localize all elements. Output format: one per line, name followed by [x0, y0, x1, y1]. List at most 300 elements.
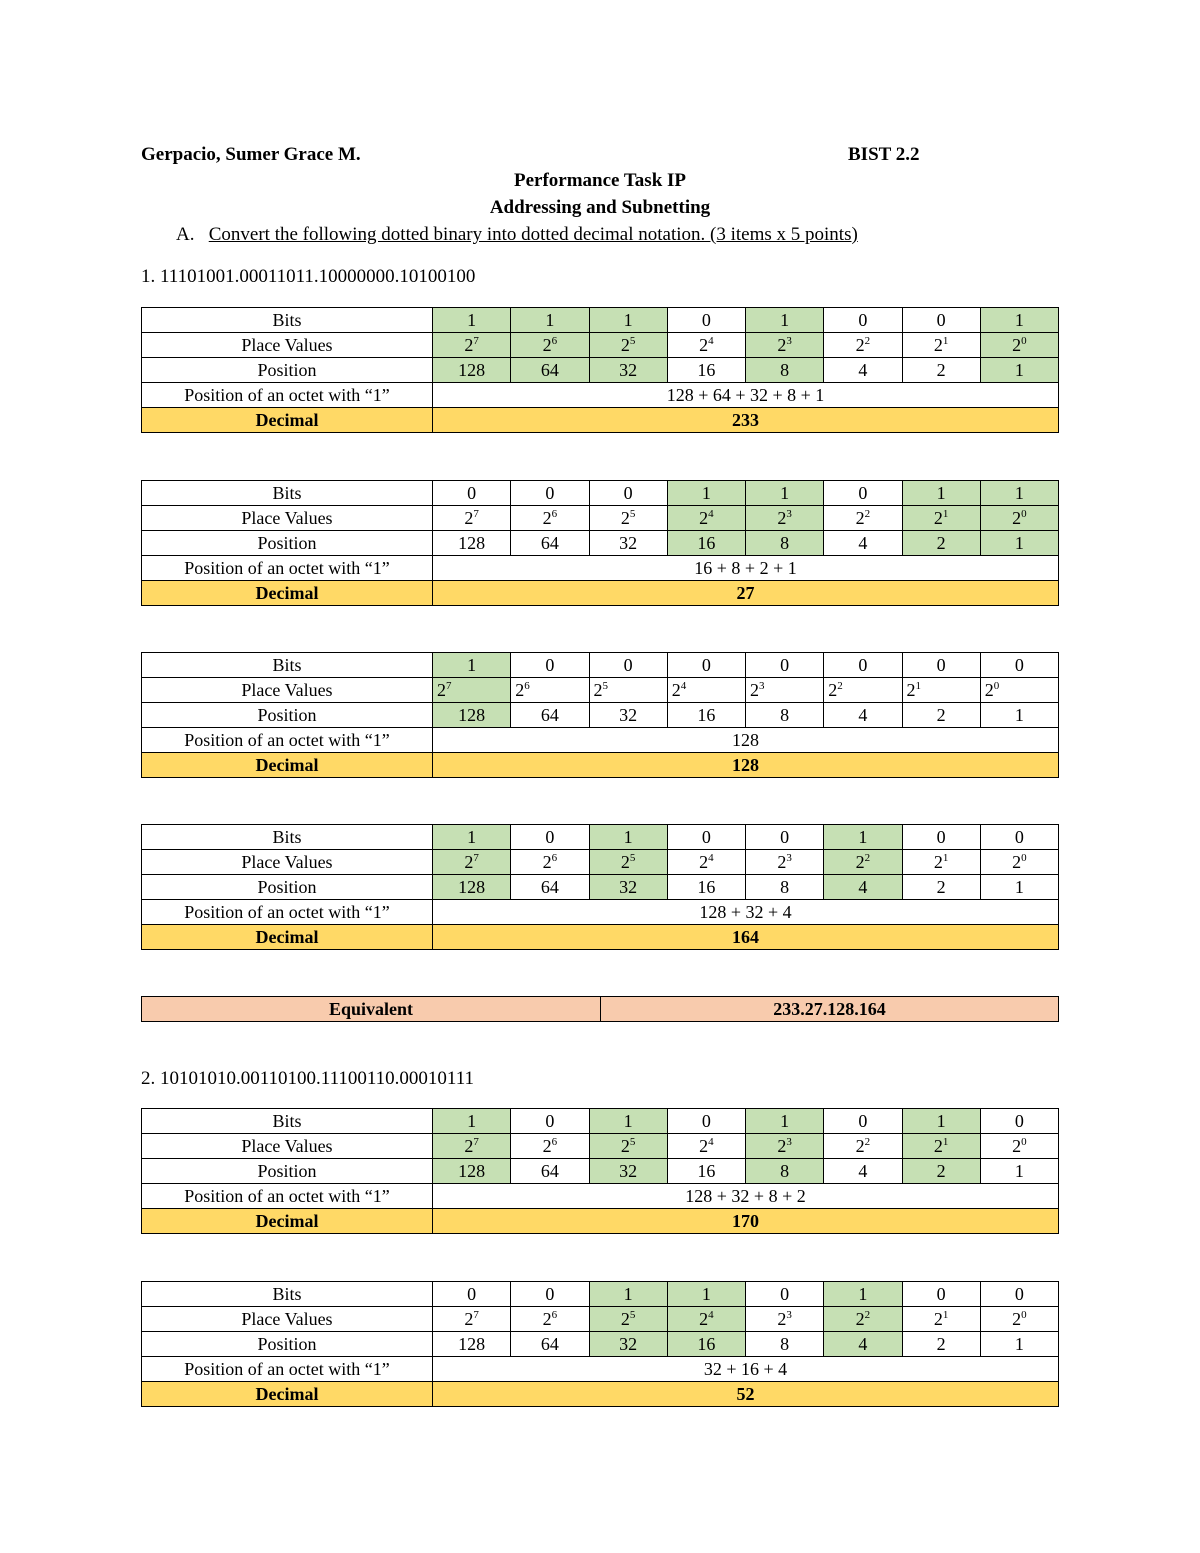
position-row — [142, 358, 1059, 383]
place-value-cell — [511, 678, 589, 703]
place-value-cell — [902, 506, 980, 531]
place-value-base: 2 — [699, 335, 709, 355]
decimal-row — [142, 925, 1059, 950]
place-value-cell — [667, 506, 745, 531]
place-value-exponent: 0 — [993, 680, 1000, 692]
place-value-exponent: 7 — [473, 335, 479, 347]
place-value-cell — [433, 678, 511, 703]
row-label: Position of an octet with “1” — [142, 383, 433, 408]
place-value-cell — [824, 850, 902, 875]
row-label: Position — [142, 1159, 433, 1184]
decimal-row — [142, 581, 1059, 606]
row-label: Bits — [142, 481, 433, 506]
bit-cell: 1 — [980, 481, 1058, 506]
place-value-base: 2 — [464, 335, 474, 355]
bit-cell: 0 — [980, 1109, 1058, 1134]
place-value-base: 2 — [1012, 1136, 1022, 1156]
row-label: Decimal — [142, 1382, 433, 1407]
place-value-exponent: 6 — [524, 680, 530, 692]
row-label: Decimal — [142, 925, 433, 950]
place-value-exponent: 1 — [942, 852, 949, 864]
octet-table — [141, 1281, 1059, 1407]
bit-cell: 0 — [667, 825, 745, 850]
place-value-base: 2 — [1012, 852, 1022, 872]
place-value-cell — [511, 333, 589, 358]
row-label: Place Values — [142, 678, 433, 703]
place-value-exponent: 3 — [786, 335, 792, 347]
sum-row — [142, 556, 1059, 581]
row-label: Decimal — [142, 1209, 433, 1234]
place-value-cell — [667, 1307, 745, 1332]
instruction — [176, 224, 858, 246]
bit-cell: 1 — [746, 481, 824, 506]
bit-cell: 0 — [746, 825, 824, 850]
bit-cell: 0 — [824, 481, 902, 506]
place-value-exponent: 5 — [629, 852, 636, 864]
place-value-exponent: 4 — [708, 1309, 714, 1321]
place-value-base: 2 — [464, 852, 474, 872]
bit-cell: 0 — [511, 653, 589, 678]
bit-cell: 0 — [433, 481, 511, 506]
bits-row — [142, 825, 1059, 850]
bit-cell: 1 — [433, 308, 511, 333]
place-value-cell — [589, 678, 667, 703]
place-values-row — [142, 678, 1059, 703]
bit-cell: 0 — [902, 653, 980, 678]
position-cell: 64 — [511, 1159, 589, 1184]
place-value-exponent: 1 — [942, 1136, 949, 1148]
page-subtitle: Addressing and Subnetting — [489, 197, 711, 218]
sum-row — [142, 900, 1059, 925]
place-value-exponent: 7 — [473, 852, 479, 864]
bits-row — [142, 481, 1059, 506]
place-value-base: 2 — [1012, 1309, 1022, 1329]
place-value-cell — [667, 333, 745, 358]
place-value-exponent: 2 — [864, 852, 871, 864]
sum-expression: 128 + 64 + 32 + 8 + 1 — [433, 383, 1059, 408]
bit-cell: 0 — [667, 653, 745, 678]
equivalent-table — [141, 996, 1059, 1022]
octet-table — [141, 1108, 1059, 1234]
place-value-exponent: 7 — [473, 1309, 479, 1321]
row-label: Place Values — [142, 1307, 433, 1332]
place-value-exponent: 0 — [1021, 508, 1027, 520]
equivalent-value: 233.27.128.164 — [601, 997, 1059, 1022]
bit-cell: 1 — [433, 653, 511, 678]
row-label: Place Values — [142, 506, 433, 531]
bit-cell: 0 — [511, 1109, 589, 1134]
sum-expression: 128 — [433, 728, 1059, 753]
place-value-base: 2 — [593, 680, 603, 700]
place-value-exponent: 2 — [864, 508, 871, 520]
position-cell: 64 — [511, 703, 589, 728]
place-value-base: 2 — [828, 680, 838, 700]
place-value-base: 2 — [933, 1136, 943, 1156]
sum-row — [142, 1184, 1059, 1209]
place-value-cell — [980, 506, 1058, 531]
place-value-cell — [433, 506, 511, 531]
position-cell: 16 — [667, 358, 745, 383]
place-value-base: 2 — [542, 1309, 552, 1329]
decimal-value: 128 — [433, 753, 1059, 778]
place-value-base: 2 — [906, 680, 916, 700]
place-value-exponent: 2 — [837, 680, 843, 692]
bit-cell: 1 — [824, 825, 902, 850]
place-value-cell — [746, 850, 824, 875]
place-value-cell — [980, 1134, 1058, 1159]
place-value-exponent: 7 — [473, 1136, 479, 1148]
row-label: Position of an octet with “1” — [142, 556, 433, 581]
place-value-cell — [667, 678, 745, 703]
octet-table — [141, 480, 1059, 606]
row-label: Decimal — [142, 408, 433, 433]
place-value-base: 2 — [699, 852, 709, 872]
sum-row — [142, 1357, 1059, 1382]
place-value-exponent: 5 — [629, 1309, 636, 1321]
place-value-cell — [433, 333, 511, 358]
place-value-cell — [824, 678, 902, 703]
decimal-value: 27 — [433, 581, 1059, 606]
bit-cell: 1 — [667, 481, 745, 506]
place-value-exponent: 4 — [680, 680, 687, 692]
decimal-row — [142, 1209, 1059, 1234]
place-value-base: 2 — [464, 1309, 474, 1329]
decimal-value: 164 — [433, 925, 1059, 950]
place-value-cell — [902, 333, 980, 358]
place-value-exponent: 1 — [942, 508, 949, 520]
place-value-base: 2 — [750, 680, 759, 700]
place-value-base: 2 — [777, 508, 787, 528]
place-value-cell — [824, 333, 902, 358]
position-row — [142, 531, 1059, 556]
place-value-base: 2 — [464, 508, 474, 528]
bit-cell: 0 — [589, 653, 667, 678]
position-cell: 8 — [746, 1332, 824, 1357]
place-value-base: 2 — [515, 680, 525, 700]
place-value-exponent: 3 — [786, 1136, 792, 1148]
place-value-cell — [746, 1134, 824, 1159]
place-value-exponent: 2 — [864, 1309, 871, 1321]
place-value-base: 2 — [933, 335, 943, 355]
place-value-base: 2 — [699, 1309, 709, 1329]
position-row — [142, 875, 1059, 900]
place-value-cell — [589, 1134, 667, 1159]
position-cell: 2 — [902, 1159, 980, 1184]
position-cell: 128 — [433, 358, 511, 383]
page-title: Performance Task IP — [513, 170, 687, 191]
place-value-cell — [980, 850, 1058, 875]
place-value-exponent: 1 — [915, 680, 921, 692]
place-value-exponent: 0 — [1021, 1309, 1027, 1321]
equivalent-row — [142, 997, 1059, 1022]
place-value-base: 2 — [1012, 508, 1022, 528]
position-cell: 16 — [667, 1159, 745, 1184]
row-label: Decimal — [142, 753, 433, 778]
place-value-exponent: 7 — [446, 680, 452, 692]
bit-cell: 1 — [589, 1109, 667, 1134]
sum-row — [142, 383, 1059, 408]
sum-expression: 16 + 8 + 2 + 1 — [433, 556, 1059, 581]
position-cell: 2 — [902, 358, 980, 383]
row-label: Position — [142, 1332, 433, 1357]
place-value-exponent: 2 — [864, 335, 871, 347]
place-value-exponent: 6 — [551, 1136, 558, 1148]
position-cell: 16 — [667, 531, 745, 556]
position-cell: 4 — [824, 1159, 902, 1184]
place-value-cell — [511, 1134, 589, 1159]
place-value-exponent: 2 — [864, 1136, 871, 1148]
bit-cell: 1 — [433, 825, 511, 850]
place-value-exponent: 3 — [786, 508, 792, 520]
place-value-cell — [824, 1134, 902, 1159]
position-cell: 2 — [902, 1332, 980, 1357]
place-value-cell — [589, 506, 667, 531]
place-value-base: 2 — [984, 680, 994, 700]
place-value-cell — [980, 333, 1058, 358]
bits-row — [142, 308, 1059, 333]
place-values-row — [142, 1307, 1059, 1332]
place-value-base: 2 — [542, 335, 552, 355]
place-value-exponent: 3 — [759, 680, 765, 692]
bit-cell: 1 — [511, 308, 589, 333]
bit-cell: 0 — [746, 1282, 824, 1307]
position-cell: 8 — [746, 531, 824, 556]
place-value-exponent: 7 — [473, 508, 479, 520]
place-value-cell — [433, 1134, 511, 1159]
position-cell: 64 — [511, 875, 589, 900]
decimal-value: 52 — [433, 1382, 1059, 1407]
place-value-cell — [902, 1307, 980, 1332]
place-value-exponent: 4 — [708, 852, 714, 864]
bit-cell: 0 — [746, 653, 824, 678]
position-cell: 2 — [902, 703, 980, 728]
place-value-base: 2 — [855, 852, 865, 872]
position-cell: 32 — [589, 358, 667, 383]
bit-cell: 0 — [980, 825, 1058, 850]
place-value-base: 2 — [620, 335, 630, 355]
position-row — [142, 1159, 1059, 1184]
position-row — [142, 703, 1059, 728]
position-cell: 128 — [433, 1332, 511, 1357]
place-value-base: 2 — [542, 508, 552, 528]
place-value-base: 2 — [699, 1136, 709, 1156]
position-cell: 1 — [980, 1159, 1058, 1184]
section-code: BIST 2.2 — [848, 144, 920, 165]
position-cell: 32 — [589, 703, 667, 728]
place-value-cell — [589, 1307, 667, 1332]
bit-cell: 0 — [980, 653, 1058, 678]
place-values-row — [142, 1134, 1059, 1159]
position-cell: 2 — [902, 875, 980, 900]
place-value-base: 2 — [542, 1136, 552, 1156]
position-cell: 16 — [667, 875, 745, 900]
position-cell: 64 — [511, 358, 589, 383]
sum-expression: 32 + 16 + 4 — [433, 1357, 1059, 1382]
place-value-cell — [746, 333, 824, 358]
position-cell: 128 — [433, 1159, 511, 1184]
sum-row — [142, 728, 1059, 753]
bit-cell: 1 — [589, 308, 667, 333]
bit-cell: 0 — [511, 825, 589, 850]
bits-row — [142, 653, 1059, 678]
place-value-exponent: 5 — [629, 335, 636, 347]
position-cell: 128 — [433, 875, 511, 900]
place-value-exponent: 0 — [1021, 852, 1027, 864]
bits-row — [142, 1282, 1059, 1307]
place-value-cell — [746, 1307, 824, 1332]
position-cell: 16 — [667, 1332, 745, 1357]
position-cell: 1 — [980, 358, 1058, 383]
position-cell: 64 — [511, 531, 589, 556]
octet-table — [141, 824, 1059, 950]
place-values-row — [142, 506, 1059, 531]
bit-cell: 0 — [511, 1282, 589, 1307]
place-value-cell — [667, 850, 745, 875]
place-value-base: 2 — [933, 508, 943, 528]
place-value-base: 2 — [1012, 335, 1022, 355]
position-cell: 4 — [824, 531, 902, 556]
instruction-marker: A. — [176, 224, 195, 245]
bit-cell: 1 — [902, 481, 980, 506]
bit-cell: 1 — [667, 1282, 745, 1307]
bit-cell: 1 — [902, 1109, 980, 1134]
bit-cell: 0 — [667, 1109, 745, 1134]
place-value-base: 2 — [620, 852, 630, 872]
bit-cell: 0 — [824, 653, 902, 678]
place-value-exponent: 5 — [629, 1136, 636, 1148]
place-value-base: 2 — [699, 508, 709, 528]
place-value-cell — [902, 1134, 980, 1159]
place-value-cell — [824, 506, 902, 531]
position-cell: 32 — [589, 1332, 667, 1357]
bit-cell: 0 — [433, 1282, 511, 1307]
row-label: Position — [142, 875, 433, 900]
place-value-base: 2 — [855, 508, 865, 528]
place-value-exponent: 3 — [786, 852, 792, 864]
place-value-base: 2 — [933, 1309, 943, 1329]
bit-cell: 1 — [589, 825, 667, 850]
place-value-exponent: 3 — [786, 1309, 792, 1321]
place-value-exponent: 5 — [629, 508, 636, 520]
place-value-base: 2 — [777, 335, 787, 355]
bit-cell: 1 — [980, 308, 1058, 333]
sum-expression: 128 + 32 + 8 + 2 — [433, 1184, 1059, 1209]
position-cell: 128 — [433, 531, 511, 556]
place-value-exponent: 6 — [551, 1309, 558, 1321]
bit-cell: 1 — [433, 1109, 511, 1134]
place-value-cell — [980, 1307, 1058, 1332]
equivalent-label: Equivalent — [142, 997, 601, 1022]
item-1-label: 1. 11101001.00011011.10000000.10100100 — [141, 266, 476, 287]
place-value-base: 2 — [777, 1309, 787, 1329]
place-value-base: 2 — [777, 852, 787, 872]
row-label: Position — [142, 358, 433, 383]
place-values-row — [142, 850, 1059, 875]
decimal-row — [142, 408, 1059, 433]
place-value-exponent: 1 — [942, 335, 949, 347]
place-value-cell — [667, 1134, 745, 1159]
row-label: Place Values — [142, 1134, 433, 1159]
place-value-cell — [746, 678, 824, 703]
decimal-value: 170 — [433, 1209, 1059, 1234]
place-value-exponent: 4 — [708, 508, 714, 520]
bit-cell: 1 — [824, 1282, 902, 1307]
position-cell: 2 — [902, 531, 980, 556]
decimal-value: 233 — [433, 408, 1059, 433]
position-cell: 1 — [980, 703, 1058, 728]
position-cell: 32 — [589, 531, 667, 556]
position-cell: 4 — [824, 703, 902, 728]
bit-cell: 0 — [902, 825, 980, 850]
place-values-row — [142, 333, 1059, 358]
place-value-exponent: 6 — [551, 508, 558, 520]
row-label: Bits — [142, 825, 433, 850]
place-value-base: 2 — [464, 1136, 474, 1156]
row-label: Position of an octet with “1” — [142, 728, 433, 753]
bit-cell: 0 — [511, 481, 589, 506]
student-name: Gerpacio, Sumer Grace M. — [141, 144, 361, 165]
position-cell: 1 — [980, 875, 1058, 900]
place-value-base: 2 — [620, 1136, 630, 1156]
position-cell: 1 — [980, 531, 1058, 556]
place-value-cell — [433, 850, 511, 875]
place-value-base: 2 — [671, 680, 681, 700]
place-value-cell — [511, 1307, 589, 1332]
position-cell: 32 — [589, 875, 667, 900]
bit-cell: 1 — [589, 1282, 667, 1307]
position-cell: 8 — [746, 358, 824, 383]
row-label: Bits — [142, 653, 433, 678]
bit-cell: 0 — [824, 1109, 902, 1134]
place-value-base: 2 — [855, 1136, 865, 1156]
row-label: Position of an octet with “1” — [142, 1357, 433, 1382]
place-value-cell — [980, 678, 1058, 703]
place-value-cell — [746, 506, 824, 531]
position-cell: 1 — [980, 1332, 1058, 1357]
position-cell: 16 — [667, 703, 745, 728]
row-label: Position of an octet with “1” — [142, 900, 433, 925]
place-value-base: 2 — [437, 680, 446, 700]
place-value-exponent: 4 — [708, 1136, 714, 1148]
place-value-cell — [589, 850, 667, 875]
row-label: Place Values — [142, 333, 433, 358]
row-label: Bits — [142, 1282, 433, 1307]
place-value-base: 2 — [777, 1136, 787, 1156]
bit-cell: 0 — [589, 481, 667, 506]
row-label: Position of an octet with “1” — [142, 1184, 433, 1209]
position-cell: 8 — [746, 1159, 824, 1184]
row-label: Bits — [142, 308, 433, 333]
position-cell: 4 — [824, 875, 902, 900]
place-value-base: 2 — [620, 1309, 630, 1329]
bit-cell: 1 — [746, 1109, 824, 1134]
position-cell: 64 — [511, 1332, 589, 1357]
bit-cell: 0 — [980, 1282, 1058, 1307]
place-value-cell — [589, 333, 667, 358]
position-cell: 128 — [433, 703, 511, 728]
place-value-base: 2 — [855, 335, 865, 355]
position-cell: 4 — [824, 1332, 902, 1357]
place-value-cell — [433, 1307, 511, 1332]
octet-table — [141, 307, 1059, 433]
bit-cell: 0 — [667, 308, 745, 333]
decimal-row — [142, 753, 1059, 778]
bit-cell: 0 — [902, 1282, 980, 1307]
place-value-cell — [902, 850, 980, 875]
position-cell: 4 — [824, 358, 902, 383]
place-value-cell — [511, 850, 589, 875]
place-value-cell — [902, 678, 980, 703]
